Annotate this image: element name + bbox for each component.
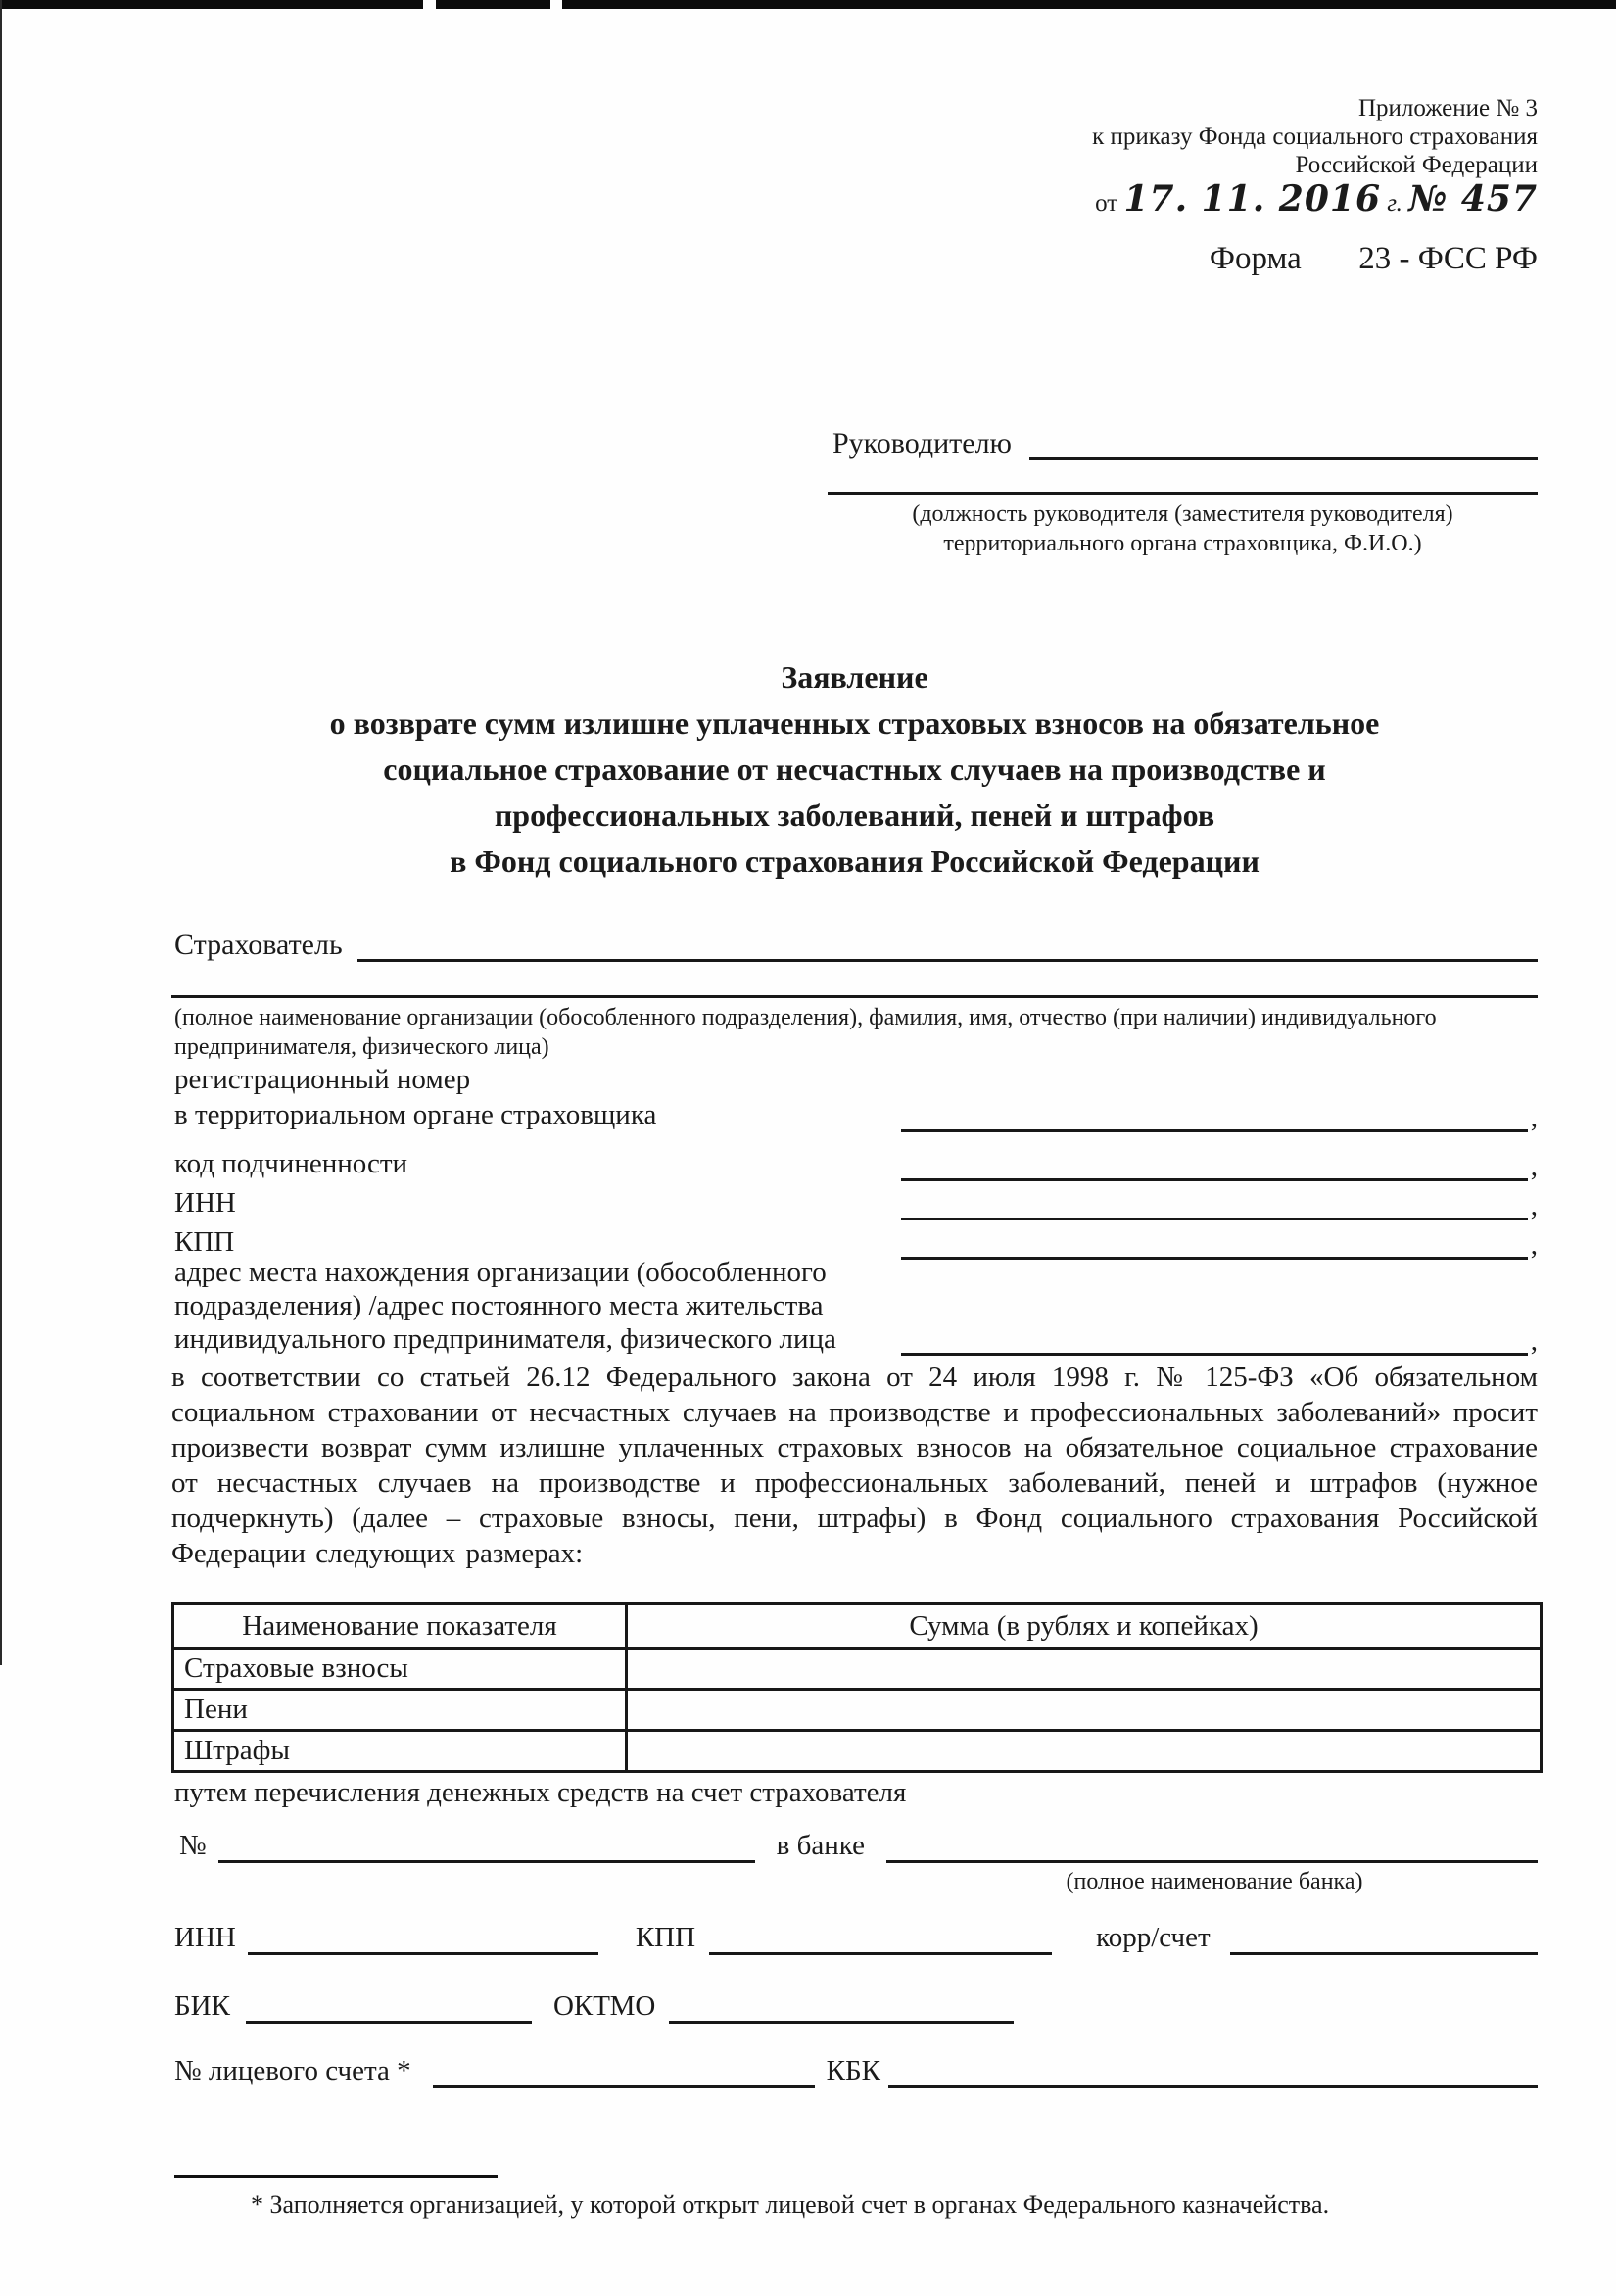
row-value xyxy=(627,1649,1542,1690)
title-line-1: Заявление xyxy=(781,659,928,694)
address-line xyxy=(901,1323,1528,1356)
form-code-value: 23 - ФСС РФ xyxy=(1358,241,1538,276)
insured-name-line xyxy=(357,928,1538,962)
footnote-text: * Заполняется организацией, у которой открыт лицевой счет в органах Федерального казначейства. xyxy=(251,2190,1330,2219)
corr-account-label: корр/счет xyxy=(1096,1922,1211,1953)
account-no-label: № xyxy=(179,1830,207,1861)
amounts-table-wrap xyxy=(171,1602,1543,1773)
handwritten-date: 17. 11. 2016 xyxy=(1123,178,1381,219)
insured-caption-1: (полное наименование организации (обособленного подразделения), фамилия, имя, отчество (при наличии) индивидуального xyxy=(174,1005,1437,1030)
director-caption-2: территориального органа страховщика, Ф.И.О.) xyxy=(943,531,1422,556)
appendix-line-3: Российской Федерации xyxy=(1295,152,1538,178)
comma: , xyxy=(1530,1190,1538,1221)
director-row xyxy=(832,419,1538,460)
personal-account-label: № лицевого счета * xyxy=(174,2055,411,2086)
row-value xyxy=(627,1690,1542,1731)
row-label: Штрафы xyxy=(173,1731,627,1772)
transfer-intro: путем перечисления денежных средств на счет страхователя xyxy=(174,1777,907,1808)
field-row-subordination xyxy=(174,1144,1538,1181)
row-value xyxy=(627,1731,1542,1772)
field-label: регистрационный номер в территориальном органе страховщика xyxy=(174,1064,657,1130)
director-caption-1: (должность руководителя (заместителя руководителя) xyxy=(912,502,1453,527)
director-captions xyxy=(828,500,1538,558)
personal-account-row xyxy=(174,2041,1538,2088)
year-abbrev: г. xyxy=(1387,190,1402,216)
title-line-3: социальное страхование от несчастных случаев на производстве и xyxy=(383,751,1326,787)
comma: , xyxy=(1530,1325,1538,1357)
bank-kpp-line xyxy=(709,1925,1052,1955)
bik-label: БИК xyxy=(174,1990,230,2022)
bank-inn-label: ИНН xyxy=(174,1922,236,1953)
kbk-line xyxy=(888,2058,1538,2088)
director-name-line xyxy=(1029,424,1538,460)
bank-label: в банке xyxy=(776,1830,865,1861)
table-header-row xyxy=(173,1604,1542,1649)
field-label: код подчиненности xyxy=(174,1148,408,1179)
table-row-contributions xyxy=(173,1649,1542,1690)
appendix-date-row xyxy=(1092,178,1538,219)
bik-row xyxy=(174,1973,1538,2024)
table-header-sum: Сумма (в рублях и копейках) xyxy=(627,1604,1542,1649)
scan-top-edge-band xyxy=(0,0,1616,9)
oktmo-line xyxy=(669,1993,1014,2024)
title-line-5: в Фонд социального страхования Российской Федерации xyxy=(450,843,1260,879)
comma: , xyxy=(1530,1102,1538,1133)
comma: , xyxy=(1530,1151,1538,1182)
insured-captions xyxy=(174,1003,1538,1062)
bank-name-caption: (полное наименование банка) xyxy=(1066,1869,1363,1894)
appendix-line-1: Приложение № 3 xyxy=(1357,95,1538,121)
director-underline xyxy=(828,492,1538,495)
corr-account-line xyxy=(1230,1925,1538,1955)
field-row-reg-number xyxy=(174,1062,1538,1132)
appendix-line-2: к приказу Фонда социального страхования xyxy=(1092,123,1538,150)
insured-row xyxy=(174,923,1538,962)
date-prefix: от xyxy=(1095,190,1118,216)
scan-left-edge-line xyxy=(0,0,2,1665)
subordination-line xyxy=(901,1149,1528,1181)
table-header-name: Наименование показателя xyxy=(173,1604,627,1649)
scan-band-gap xyxy=(423,0,436,9)
title-line-2: о возврате сумм излишне уплаченных страховых взносов на обязательное xyxy=(329,705,1380,741)
inn-line xyxy=(901,1188,1528,1220)
footnote-separator xyxy=(174,2175,498,2178)
account-number-row xyxy=(179,1820,1538,1863)
personal-account-line xyxy=(433,2058,815,2088)
handwritten-order-number: № 457 xyxy=(1408,178,1538,219)
table-row-penalties xyxy=(173,1690,1542,1731)
field-row-kpp xyxy=(174,1222,1538,1260)
field-row-address xyxy=(174,1256,1538,1356)
title-line-4: профессиональных заболеваний, пеней и штрафов xyxy=(494,797,1215,833)
scan-band-gap xyxy=(550,0,562,9)
reg-number-line xyxy=(901,1100,1528,1132)
insured-label: Страхователь xyxy=(174,929,343,961)
appendix-block xyxy=(1092,94,1538,217)
insured-caption-2: предпринимателя, физического лица) xyxy=(174,1034,549,1060)
account-no-line xyxy=(218,1831,755,1863)
field-label: адрес места нахождения организации (обособленного подразделения) /адрес постоянного места жительства индивидуального предпринимателя, физического лица xyxy=(174,1257,836,1355)
form-code xyxy=(1210,241,1538,277)
row-label: Страховые взносы xyxy=(173,1649,627,1690)
kbk-label: КБК xyxy=(826,2055,880,2086)
row-label: Пени xyxy=(173,1690,627,1731)
bank-inn-row xyxy=(174,1910,1538,1955)
oktmo-label: ОКТМО xyxy=(552,1990,656,2022)
director-label: Руководителю xyxy=(832,427,1012,459)
bik-line xyxy=(246,1993,532,2024)
document-title xyxy=(171,654,1538,885)
table-row-fines xyxy=(173,1731,1542,1772)
amounts-table xyxy=(171,1602,1543,1773)
field-row-inn xyxy=(174,1183,1538,1220)
field-label: КПП xyxy=(174,1226,235,1258)
insured-underline xyxy=(171,995,1538,998)
bank-kpp-label: КПП xyxy=(635,1922,696,1953)
bank-name-line xyxy=(886,1831,1538,1863)
field-label: ИНН xyxy=(174,1187,236,1219)
form-code-label: Форма xyxy=(1209,241,1302,276)
application-body-text: в соответствии со статьей 26.12 Федерального закона от 24 июля 1998 г. № 125-ФЗ «Об обязательном социальном страховании от несчастных случаев на производстве и профессиональных заболеваний» просит произвести возврат сумм излишне уплаченных страховых взносов на обязательное социальное страхование от несчастных случаев на производстве и профессиональных заболеваний, пеней и штрафов (нужное подчеркнуть) (далее – страховые взносы, пени, штрафы) в Фонд социального страхования Российской Федерации следующих размерах: xyxy=(171,1362,1538,1569)
bank-inn-line xyxy=(248,1925,598,1955)
comma: , xyxy=(1530,1229,1538,1261)
